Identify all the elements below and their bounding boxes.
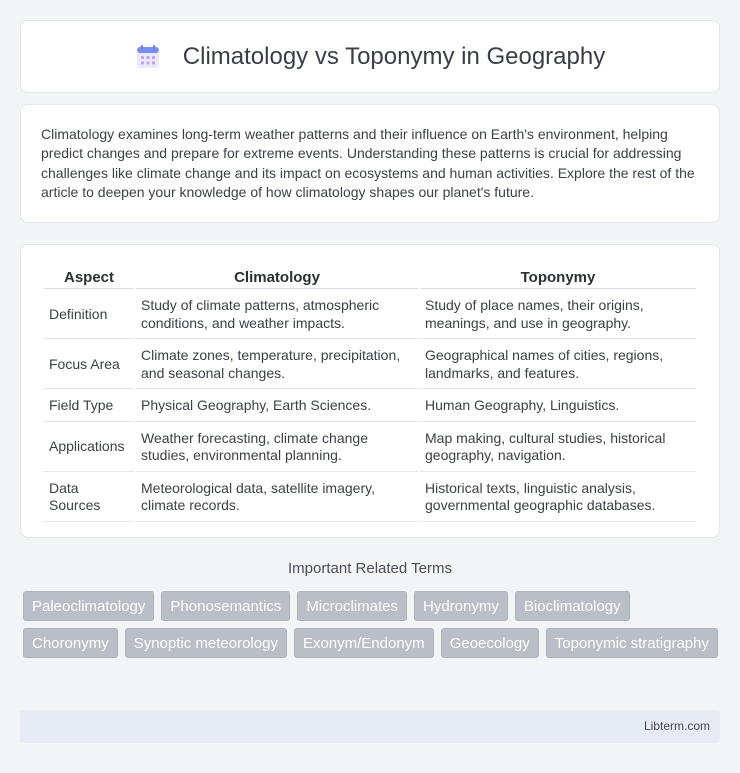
related-term-tag[interactable]: Choronymy — [23, 628, 118, 658]
related-term-tag[interactable]: Toponymic stratigraphy — [546, 628, 718, 658]
calendar-icon — [135, 44, 161, 70]
footer-brand-link[interactable]: Libterm.com — [643, 719, 710, 733]
row-toponymy: Map making, cultural studies, historical geography, navigation. — [420, 424, 696, 472]
page-title: Climatology vs Toponymy in Geography — [182, 42, 606, 70]
row-climatology: Climate zones, temperature, precipitation, and seasonal changes. — [136, 341, 418, 389]
related-term-tag[interactable]: Hydronymy — [414, 591, 508, 621]
title-card — [20, 20, 720, 93]
related-term-tag[interactable]: Microclimates — [297, 591, 407, 621]
table-row — [44, 391, 696, 422]
row-toponymy: Study of place names, their origins, meanings, and use in geography. — [420, 291, 696, 339]
row-aspect: Data Sources — [44, 474, 134, 522]
row-aspect: Field Type — [44, 391, 134, 422]
table-row — [44, 474, 696, 522]
row-toponymy: Historical texts, linguistic analysis, governmental geographic databases. — [420, 474, 696, 522]
header-climatology: Climatology — [136, 267, 418, 289]
related-term-tag[interactable]: Paleoclimatology — [23, 591, 154, 621]
row-climatology: Study of climate patterns, atmospheric conditions, and weather impacts. — [136, 291, 418, 339]
row-aspect: Definition — [44, 291, 134, 339]
table-row — [44, 424, 696, 472]
intro-paragraph: Climatology examines long-term weather patterns and their influence on Earth's environment, helping predict changes and prepare for extreme events. Understanding these patterns is crucial for addressing challenges like climate change and its impact on ecosystems and human activities. Explore the rest of the article to deepen your knowledge of how climatology shapes our planet's future. — [41, 126, 695, 201]
related-term-tag[interactable]: Geoecology — [441, 628, 539, 658]
related-term-tag[interactable]: Phonosemantics — [161, 591, 290, 621]
header-aspect: Aspect — [44, 267, 134, 289]
related-terms-title: Important Related Terms — [288, 560, 452, 577]
related-terms-list — [23, 591, 723, 658]
header-toponymy: Toponymy — [420, 267, 696, 289]
related-term-tag[interactable]: Bioclimatology — [515, 591, 630, 621]
row-climatology: Meteorological data, satellite imagery, climate records. — [136, 474, 418, 522]
table-header-row — [44, 267, 696, 289]
row-toponymy: Human Geography, Linguistics. — [420, 391, 696, 422]
row-climatology: Weather forecasting, climate change studies, environmental planning. — [136, 424, 418, 472]
table-row — [44, 291, 696, 339]
row-toponymy: Geographical names of cities, regions, landmarks, and features. — [420, 341, 696, 389]
table-row — [44, 341, 696, 389]
row-aspect: Applications — [44, 424, 134, 472]
footer — [20, 710, 720, 743]
related-term-tag[interactable]: Exonym/Endonym — [294, 628, 434, 658]
comparison-card — [20, 244, 720, 538]
intro-card — [20, 104, 720, 223]
row-climatology: Physical Geography, Earth Sciences. — [136, 391, 418, 422]
row-aspect: Focus Area — [44, 341, 134, 389]
related-term-tag[interactable]: Synoptic meteorology — [125, 628, 287, 658]
comparison-table — [42, 265, 698, 524]
